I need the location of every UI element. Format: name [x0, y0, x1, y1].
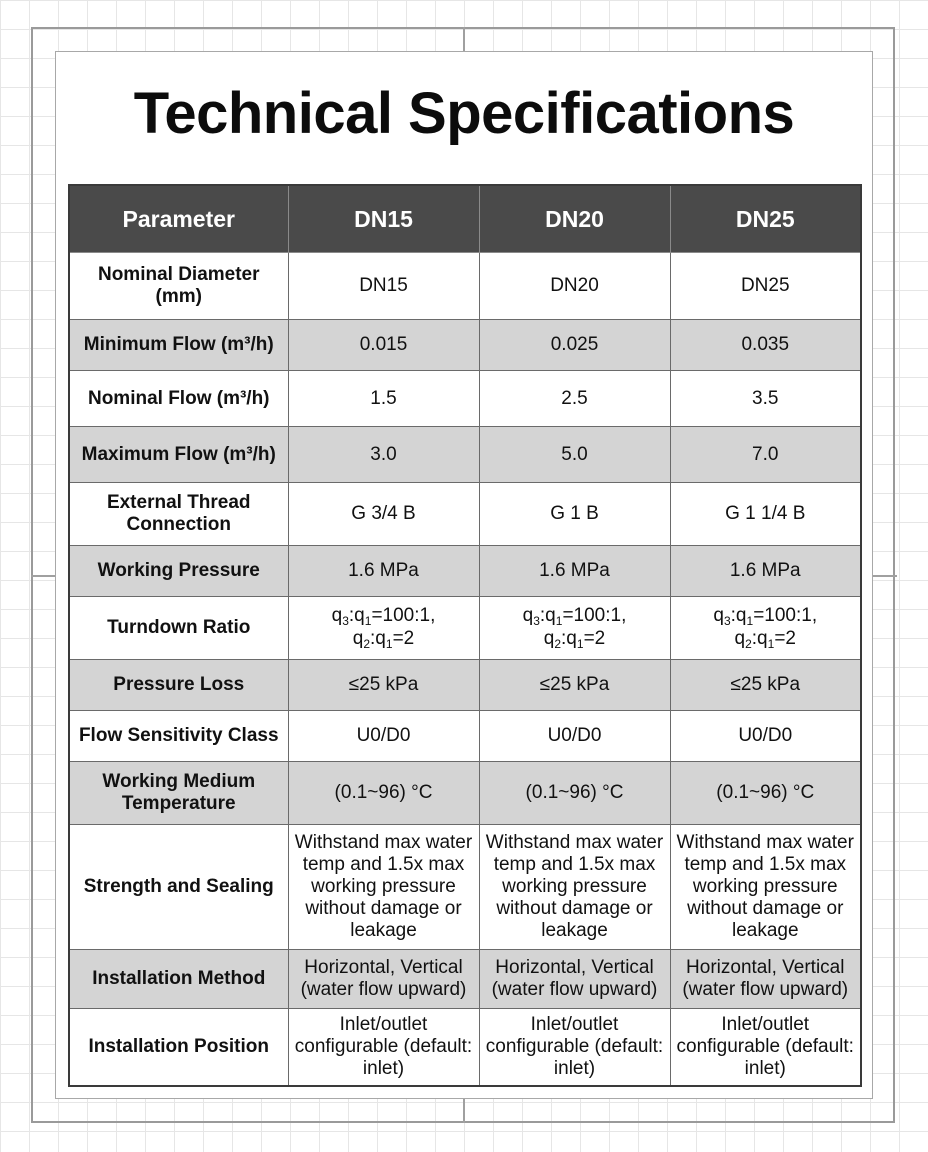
table-cell: 1.6 MPa [670, 546, 861, 597]
table-cell: DN25 [670, 253, 861, 320]
header-dn15: DN15 [288, 185, 479, 253]
table-cell: 0.015 [288, 320, 479, 371]
table-cell: Withstand max water temp and 1.5x max working pressure without damage or leakage [670, 825, 861, 950]
frame-tick-bottom [463, 1099, 465, 1123]
table-cell: Inlet/outlet configurable (default: inlet) [479, 1009, 670, 1086]
table-row [69, 950, 861, 1009]
table-cell: 1.6 MPa [288, 546, 479, 597]
table-cell: U0/D0 [670, 711, 861, 762]
param-label: Flow Sensitivity Class [69, 711, 288, 762]
table-row [69, 597, 861, 660]
param-label: Maximum Flow (m³/h) [69, 427, 288, 483]
table-row [69, 660, 861, 711]
param-label: Installation Method [69, 950, 288, 1009]
table-cell: 7.0 [670, 427, 861, 483]
header-parameter: Parameter [69, 185, 288, 253]
frame-tick-left [31, 575, 55, 577]
param-label: Minimum Flow (m³/h) [69, 320, 288, 371]
param-label: Nominal Flow (m³/h) [69, 371, 288, 427]
table-cell-turndown: $q_3:q_1=100:1$, $q_2:q_1=2$ [288, 597, 479, 660]
table-cell: Horizontal, Vertical (water flow upward) [670, 950, 861, 1009]
spec-table [68, 184, 862, 1087]
table-row [69, 371, 861, 427]
table-cell: Inlet/outlet configurable (default: inlet) [670, 1009, 861, 1086]
table-cell: Horizontal, Vertical (water flow upward) [479, 950, 670, 1009]
table-cell: DN20 [479, 253, 670, 320]
param-label: Strength and Sealing [69, 825, 288, 950]
table-cell: ≤25 kPa [288, 660, 479, 711]
table-cell: G 3/4 B [288, 483, 479, 546]
header-dn25: DN25 [670, 185, 861, 253]
header-dn20: DN20 [479, 185, 670, 253]
table-cell: (0.1~96) °C [288, 762, 479, 825]
param-label: Installation Position [69, 1009, 288, 1086]
table-row [69, 762, 861, 825]
param-label: Turndown Ratio [69, 597, 288, 660]
param-label: Pressure Loss [69, 660, 288, 711]
table-row [69, 711, 861, 762]
table-row [69, 483, 861, 546]
table-cell: Withstand max water temp and 1.5x max working pressure without damage or leakage [288, 825, 479, 950]
param-label: Working Pressure [69, 546, 288, 597]
table-cell: 0.025 [479, 320, 670, 371]
table-cell: Horizontal, Vertical (water flow upward) [288, 950, 479, 1009]
table-cell: 3.5 [670, 371, 861, 427]
table-cell: G 1 B [479, 483, 670, 546]
table-cell: (0.1~96) °C [479, 762, 670, 825]
param-label: External Thread Connection [69, 483, 288, 546]
table-row [69, 427, 861, 483]
table-cell-turndown: $q_3:q_1=100:1$, $q_2:q_1=2$ [479, 597, 670, 660]
page-title: Technical Specifications [133, 81, 795, 146]
table-cell: U0/D0 [288, 711, 479, 762]
table-cell: ≤25 kPa [670, 660, 861, 711]
param-label: Nominal Diameter (mm) [69, 253, 288, 320]
table-row [69, 253, 861, 320]
param-label: Working Medium Temperature [69, 762, 288, 825]
table-cell: 5.0 [479, 427, 670, 483]
table-cell: 0.035 [670, 320, 861, 371]
table-cell: 1.6 MPa [479, 546, 670, 597]
table-cell: 3.0 [288, 427, 479, 483]
table-row [69, 320, 861, 371]
frame-tick-right [873, 575, 897, 577]
table-header-row [69, 185, 861, 253]
table-cell: 2.5 [479, 371, 670, 427]
table-cell: G 1 1/4 B [670, 483, 861, 546]
table-cell-turndown: $q_3:q_1=100:1$, $q_2:q_1=2$ [670, 597, 861, 660]
table-row [69, 546, 861, 597]
table-cell: Inlet/outlet configurable (default: inlet) [288, 1009, 479, 1086]
table-cell: ≤25 kPa [479, 660, 670, 711]
table-cell: Withstand max water temp and 1.5x max working pressure without damage or leakage [479, 825, 670, 950]
table-cell: U0/D0 [479, 711, 670, 762]
table-row [69, 1009, 861, 1086]
frame-tick-top [463, 27, 465, 51]
table-cell: DN15 [288, 253, 479, 320]
table-row [69, 825, 861, 950]
table-cell: (0.1~96) °C [670, 762, 861, 825]
table-cell: 1.5 [288, 371, 479, 427]
